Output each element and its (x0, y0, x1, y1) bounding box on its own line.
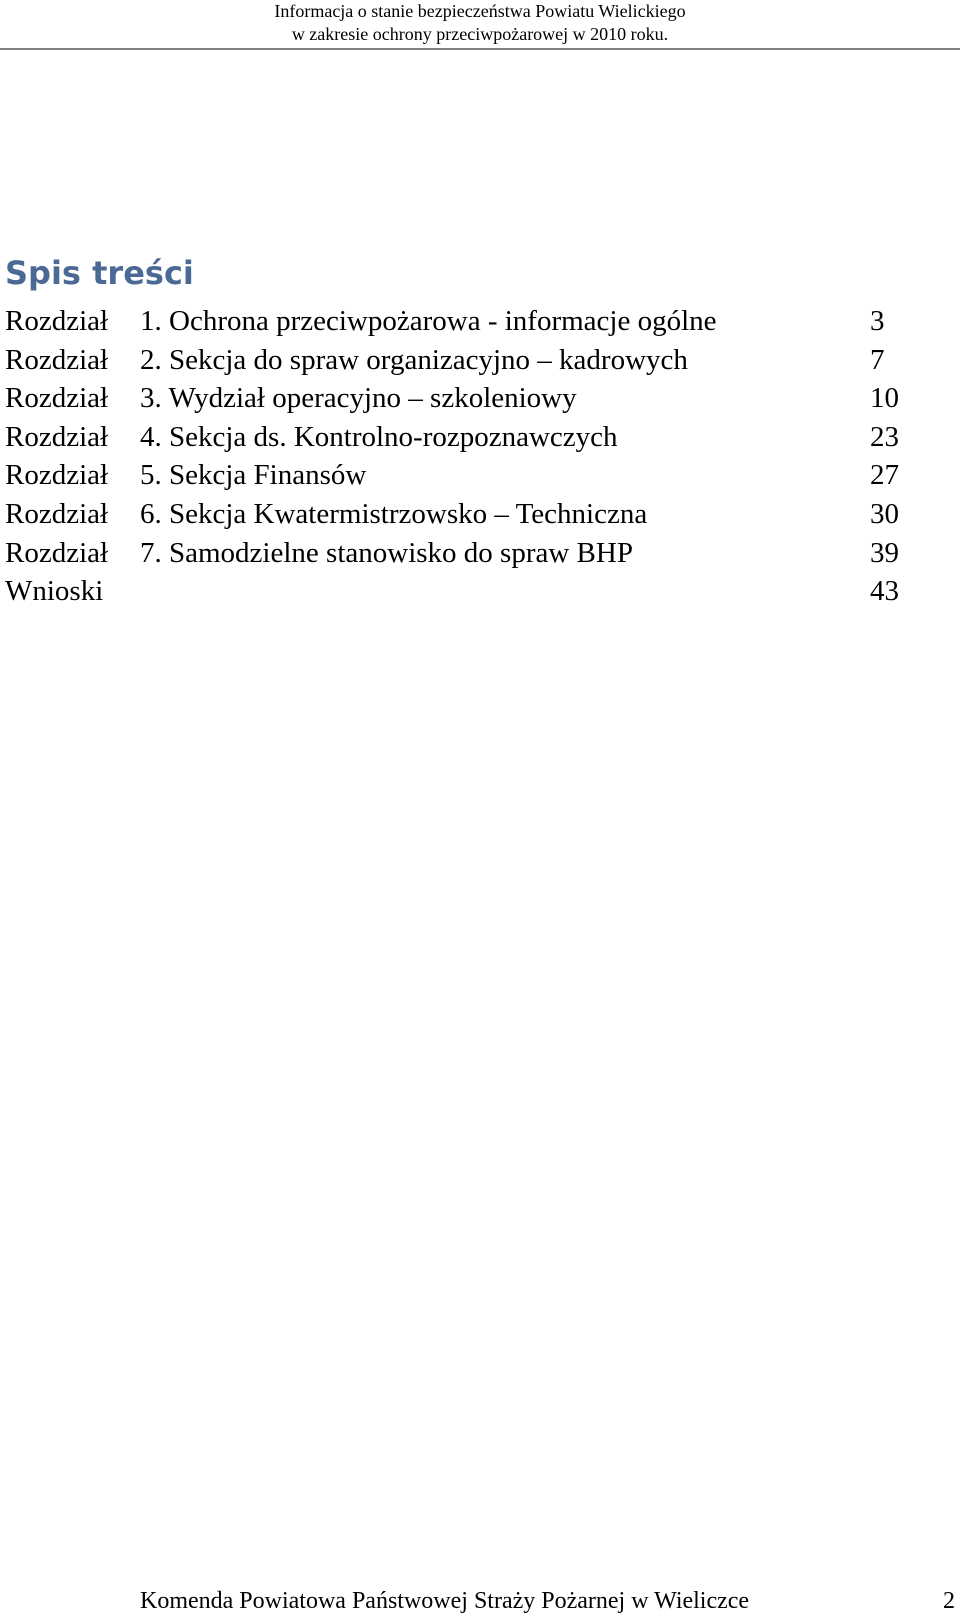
toc-entry-prefix: Rozdział (5, 305, 109, 337)
toc-entry-wnioski[interactable] (5, 572, 930, 611)
toc-entry-page-number: 3 (870, 305, 885, 337)
toc-entry-chapter-1[interactable] (5, 302, 930, 341)
toc-entry-title: 4. Sekcja ds. Kontrolno-rozpoznawczych (140, 420, 618, 453)
toc-entry-chapter-7[interactable] (5, 534, 930, 573)
footer-organization: Komenda Powiatowa Państwowej Straży Pożarnej w Wieliczce (140, 1588, 750, 1614)
toc-entry-chapter-6[interactable] (5, 495, 930, 534)
toc-entry-page-number: 27 (870, 459, 899, 492)
toc-entry-prefix: Rozdział (5, 420, 109, 453)
page-header (0, 0, 960, 50)
toc-entry-chapter-5[interactable] (5, 456, 930, 495)
toc-entry-chapter-3[interactable] (5, 379, 930, 418)
toc-entry-prefix: Wnioski (5, 575, 104, 608)
toc-entry-chapter-2[interactable] (5, 341, 930, 380)
footer-page-number: 2 (943, 1588, 955, 1614)
toc-entry-chapter-4[interactable] (5, 418, 930, 457)
toc-entry-title: 3. Wydział operacyjno – szkoleniowy (140, 382, 577, 415)
toc-entry-prefix: Rozdział (5, 343, 109, 376)
toc-entry-prefix: Rozdział (5, 459, 109, 492)
toc-entry-page-number: 30 (870, 497, 899, 530)
table-of-contents (5, 302, 930, 611)
toc-entry-prefix: Rozdział (5, 536, 109, 569)
header-title-line-1: Informacja o stanie bezpieczeństwa Powiatu Wielickiego (274, 1, 686, 21)
toc-entry-page-number: 43 (870, 575, 899, 608)
toc-entry-page-number: 39 (870, 536, 899, 569)
toc-entry-title: 6. Sekcja Kwatermistrzowsko – Techniczna (140, 497, 648, 530)
toc-entry-page-number: 10 (870, 382, 899, 415)
toc-entry-title: 5. Sekcja Finansów (140, 459, 367, 492)
toc-entry-title: 2. Sekcja do spraw organizacyjno – kadrowych (140, 343, 688, 376)
header-title-line-2: w zakresie ochrony przeciwpożarowej w 2010 roku. (291, 24, 669, 44)
toc-title: Spis treści (5, 254, 194, 292)
toc-entry-title: 7. Samodzielne stanowisko do spraw BHP (140, 536, 633, 569)
toc-entry-page-number: 7 (870, 343, 885, 376)
toc-entry-prefix: Rozdział (5, 382, 109, 415)
toc-entry-page-number: 23 (870, 420, 899, 453)
toc-entry-title: 1. Ochrona przeciwpożarowa - informacje ogólne (140, 305, 717, 337)
toc-entry-prefix: Rozdział (5, 497, 109, 530)
page-footer (0, 1585, 960, 1617)
